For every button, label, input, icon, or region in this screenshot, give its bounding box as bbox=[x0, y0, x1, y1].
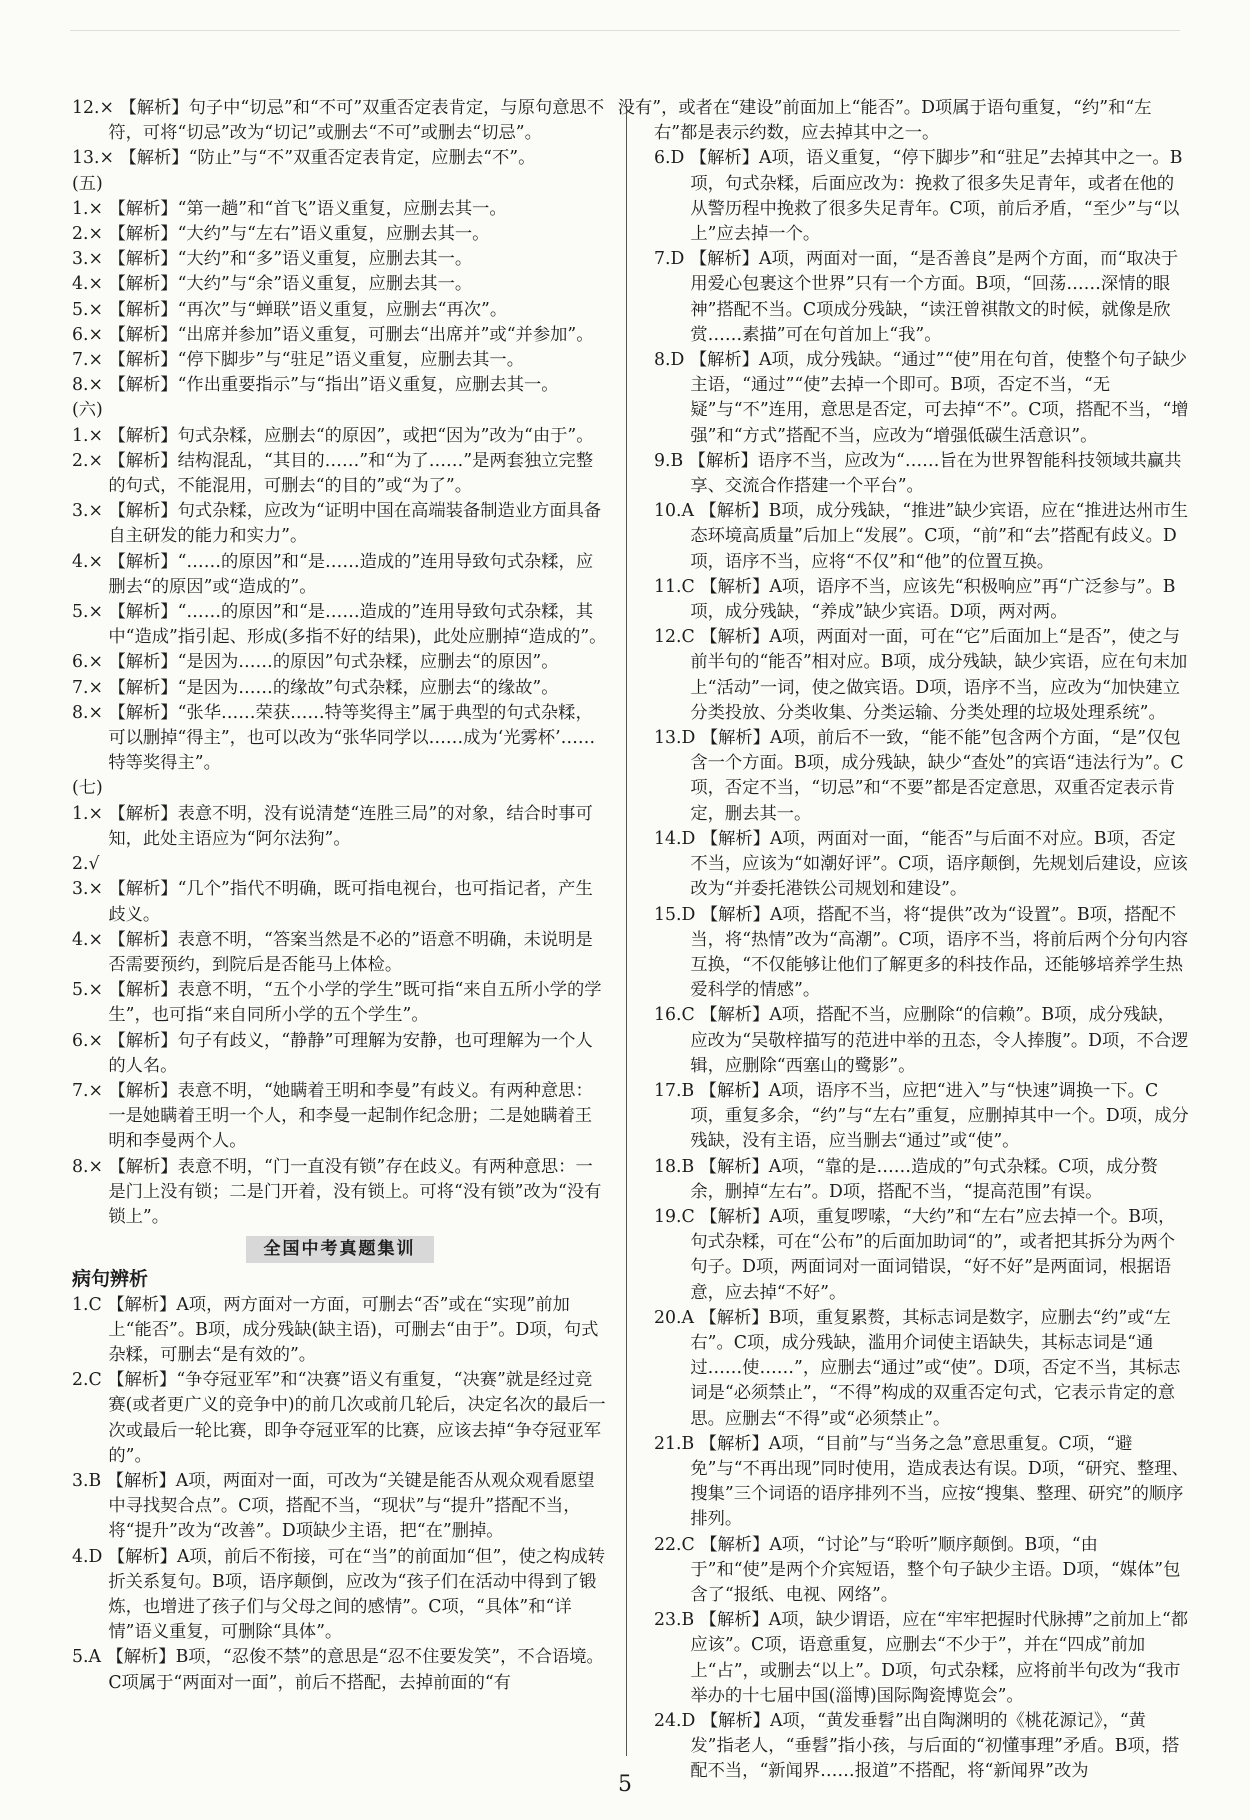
answer-item: 5.× 【解析】“再次”与“蝉联”语义重复，应删去“再次”。 bbox=[72, 299, 508, 320]
answer-item: 2.√ bbox=[72, 854, 100, 875]
answer-item: 22.C 【解析】A项，“讨论”与“聆听”顺序颠倒。B项，“由于”和“使”是两个介宾短语，整个句子缺少主语。D项，“媒体”包含了“报纸、电视、网络”。 bbox=[654, 1534, 1181, 1605]
answer-item: 23.B 【解析】A项，缺少谓语，应在“牢牢把握时代脉搏”之前加上“都应该”。C项，语意重复，应删去“不少于”，并在“四成”前加上“占”，或删去“以上”。D项，句式杂糅，应将前半句改为“我市举办的十七届中国(淄博)国际陶瓷博览会”。 bbox=[654, 1610, 1188, 1706]
answer-item: 2.× 【解析】结构混乱，“其目的……”和“为了……”是两套独立完整的句式，不能混用，可删去“的目的”或“为了”。 bbox=[72, 450, 594, 497]
answer-item: 6.D 【解析】A项，语义重复，“停下脚步”和“驻足”去掉其中之一。B项，句式杂糅，后面应改为：挽救了很多失足青年，或者在他的从警历程中挽救了很多失足青年。C项，前后矛盾，“至少”与“以上”应去掉一个。 bbox=[654, 148, 1183, 245]
answer-item: 12.× 【解析】句子中“切忌”和“不可”双重否定表肯定，与原句意思不符，可将“切忌”改为“切记”或删去“不可”或删去“切忌”。 bbox=[72, 98, 605, 144]
section-banner bbox=[72, 1236, 607, 1263]
answer-item: 7.× 【解析】表意不明，“她瞒着王明和李曼”有歧义。有两种意思：一是她瞒着王明一个人，和李曼一起制作纪念册；二是她瞒着王明和李曼两个人。 bbox=[72, 1080, 593, 1152]
answer-item: 5.A 【解析】B项，“忍俊不禁”的意思是“忍不住要发笑”，不合语境。C项属于“两面对一面”，前后不搭配，去掉前面的“有 bbox=[72, 1647, 604, 1693]
answer-item: 1.C 【解析】A项，两方面对一方面，可删去“否”或在“实现”前加上“能否”。B项，成分残缺(缺主语)，可删去“由于”。D项，句式杂糅，可删去“是有效的”。 bbox=[72, 1294, 599, 1365]
page-number: 5 bbox=[618, 1772, 632, 1797]
answer-item: 1.× 【解析】表意不明，没有说清楚“连胜三局”的对象，结合时事可知，此处主语应为“阿尔法狗”。 bbox=[72, 803, 593, 849]
answer-item: 6.× 【解析】“是因为……的原因”句式杂糅，应删去“的原因”。 bbox=[72, 652, 559, 673]
answer-item: 8.× 【解析】“作出重要指示”与“指出”语义重复，应删去其一。 bbox=[72, 375, 559, 396]
answer-item: 4.D 【解析】A项，前后不衔接，可在“当”的前面加“但”，使之构成转折关系复句。B项，语序颠倒，应改为“孩子们在活动中得到了锻炼，也增进了孩子们与父母之间的感情”。C项，“具体”和“详情”语义重复，可删除“具体”。 bbox=[72, 1546, 605, 1643]
answer-item: 13.× 【解析】“防止”与“不”双重否定表肯定，应删去“不”。 bbox=[72, 148, 536, 169]
answer-item: 4.× 【解析】“大约”与“余”语义重复，应删去其一。 bbox=[72, 274, 473, 295]
column-divider bbox=[626, 104, 627, 1756]
answer-item: 17.B 【解析】A项，语序不当，应把“进入”与“快速”调换一下。C项，重复多余，“约”与“左右”重复，应删掉其中一个。D项，成分残缺，没有主语，应当删去“通过”或“使”。 bbox=[654, 1080, 1189, 1152]
answer-item: 21.B 【解析】A项，“目前”与“当务之急”意思重复。C项，“避免”与“不再出现”同时使用，造成表达有误。D项，“研究、整理、搜集”三个词语的语序排列不当，应按“搜集、整理、研究”的顺序排列。 bbox=[654, 1433, 1189, 1530]
answer-item: 3.× 【解析】“几个”指代不明确，既可指电视台，也可指记者，产生歧义。 bbox=[72, 879, 593, 925]
section-heading: 病句辨析 bbox=[72, 1268, 149, 1291]
section-label: (六) bbox=[72, 400, 103, 421]
answer-item: 20.A 【解析】B项，重复累赘，其标志词是数字，应删去“约”或“左右”。C项，成分残缺，滥用介词使主语缺失，其标志词是“通过……使……”，应删去“通过”或“使”。D项，否定不当，其标志词是“必须禁止”，“不得”构成的双重否定句式，它表示肯定的意思。应删去“不得”或“必须禁止”。 bbox=[654, 1307, 1181, 1429]
answer-item: 6.× 【解析】“出席并参加”语义重复，可删去“出席并”或“并参加”。 bbox=[72, 324, 594, 345]
answer-item: 1.× 【解析】句式杂糅，应删去“的原因”，或把“因为”改为“由于”。 bbox=[72, 425, 594, 446]
answer-item: 18.B 【解析】A项，“靠的是……造成的”句式杂糅。C项，成分赘余，删掉“左右”。D项，搭配不当，“提高范围”有误。 bbox=[654, 1156, 1158, 1202]
answer-item: 8.D 【解析】A项，成分残缺。“通过”“使”用在句首，使整个句子缺少主语，“通过”“使”去掉一个即可。B项，否定不当，“无疑”与“不”连用，意思是否定，可去掉“不”。C项，搭配不当，“增强”和“方式”搭配不当，应改为“增强低碳生活意识”。 bbox=[654, 350, 1189, 446]
answer-item: 3.B 【解析】A项，两面对一面，可改为“关键是能否从观众观看愿望中寻找契合点”。C项，搭配不当，“现状”与“提升”搭配不当，将“提升”改为“改善”。D项缺少主语，把“在”删掉。 bbox=[72, 1470, 595, 1542]
answer-item: 1.× 【解析】“第一趟”和“首飞”语义重复，应删去其一。 bbox=[72, 198, 507, 219]
answer-item: 11.C 【解析】A项，语序不当，应该先“积极响应”再“广泛参与”。B项，成分残缺，“养成”缺少宾语。D项，两对两。 bbox=[654, 576, 1176, 623]
answer-item: 3.× 【解析】“大约”和“多”语义重复，应删去其一。 bbox=[72, 249, 473, 270]
answer-item: 7.D 【解析】A项，两面对一面，“是否善良”是两个方面，而“取决于用爱心包裹这个世界”只有一个方面。B项，“回荡……深情的眼神”搭配不当。C项成分残缺，“读汪曾祺散文的时候，就像是欣赏……素描”可在句首加上“我”。 bbox=[654, 249, 1179, 345]
answer-item: 15.D 【解析】A项，搭配不当，将“提供”改为“设置”。B项，搭配不当，将“热情”改为“高潮”。C项，语序不当，将前后两个分句内容互换，“不仅能够让他们了解更多的科技作品，还能够培养学生热爱科学的情感”。 bbox=[654, 904, 1189, 1001]
answer-item: 19.C 【解析】A项，重复啰嗦，“大约”和“左右”应去掉一个。B项，句式杂糅，可在“公布”的后面加助词“的”，或者把其拆分为两个句子。D项，两面词对一面词错误，“好不好”是两面词，根据语意，应去掉“不好”。 bbox=[654, 1206, 1176, 1303]
answer-item: 8.× 【解析】表意不明，“门一直没有锁”存在歧义。有两种意思：一是门上没有锁；二是门开着，没有锁上。可将“没有锁”改为“没有锁上”。 bbox=[72, 1156, 602, 1227]
answer-item: 3.× 【解析】句式杂糅，应改为“证明中国在高端装备制造业方面具备自主研发的能力和实力”。 bbox=[72, 501, 602, 547]
section-label: (七) bbox=[72, 778, 103, 799]
left-column bbox=[72, 96, 607, 1756]
answer-item: 14.D 【解析】A项，两面对一面，“能否”与后面不对应。B项，否定不当，应该为“如潮好评”。C项，语序颠倒，先规划后建设，应该改为“并委托港铁公司规划和建设”。 bbox=[654, 828, 1188, 900]
section-label: (五) bbox=[72, 173, 103, 194]
answer-item: 4.× 【解析】表意不明，“答案当然是不必的”语意不明确，未说明是否需要预约，到院后是否能马上体检。 bbox=[72, 929, 593, 975]
answer-item: 9.B 【解析】语序不当，应改为“……旨在为世界智能科技领域共赢共享、交流合作搭建一个平台”。 bbox=[654, 450, 1182, 497]
answer-item: 16.C 【解析】A项，搭配不当，应删除“的信赖”。B项，成分残缺，应改为“吴敬梓描写的范进中举的丑态，令人捧腹”。D项，不合逻辑，应删除“西塞山的鹭影”。 bbox=[654, 1005, 1189, 1076]
section-banner-label: 全国中考真题集训 bbox=[246, 1236, 434, 1263]
top-border bbox=[70, 30, 1180, 31]
answer-item: 2.× 【解析】“大约”与“左右”语义重复，应删去其一。 bbox=[72, 224, 490, 245]
answer-item: 24.D 【解析】A项，“黄发垂髫”出自陶渊明的《桃花源记》，“黄发”指老人，“垂髫”指小孩，与后面的“初懂事理”矛盾。B项，搭配不当，“新闻界……报道”不搭配，将“新闻界”改为 bbox=[654, 1711, 1180, 1782]
answer-item: 13.D 【解析】A项，前后不一致，“能不能”包含两个方面，“是”仅包含一个方面。B项，成分残缺，缺少“查处”的宾语“违法行为”。C项，否定不当，“切忌”和“不要”都是否定意思，双重否定表示肯定，删去其一。 bbox=[654, 728, 1184, 824]
answer-item: 7.× 【解析】“是因为……的缘故”句式杂糅，应删去“的缘故”。 bbox=[72, 677, 559, 698]
answer-item: 4.× 【解析】“……的原因”和“是……造成的”连用导致句式杂糅，应删去“的原因”或“造成的”。 bbox=[72, 551, 594, 597]
answer-item: 10.A 【解析】B项，成分残缺，“推进”缺少宾语，应在“推进达州市生态环境高质量”后加上“发展”。C项，“前”和“去”搭配有歧义。D项，语序不当，应将“不仅”和“他”的位置互换。 bbox=[654, 501, 1188, 572]
answer-item: 没有”，或者在“建设”前面加上“能否”。D项属于语句重复，“约”和“左右”都是表示约数，应去掉其中之一。 bbox=[617, 98, 1152, 144]
right-column bbox=[617, 96, 1189, 1782]
answer-item: 6.× 【解析】句子有歧义，“静静”可理解为安静，也可理解为一个人的人名。 bbox=[72, 1030, 593, 1076]
answer-item: 5.× 【解析】“……的原因”和“是……造成的”连用导致句式杂糅，其中“造成”指引起、形成(多指不好的结果)，此处应删掉“造成的”。 bbox=[72, 602, 607, 648]
answer-item: 12.C 【解析】A项，两面对一面，可在“它”后面加上“是否”，使之与前半句的“能否”相对应。B项，成分残缺，缺少宾语，应在句末加上“活动”一词，使之做宾语。D项，语序不当，应改为“加快建立分类投放、分类收集、分类运输、分类处理的垃圾处理系统”。 bbox=[654, 627, 1188, 723]
answer-item: 7.× 【解析】“停下脚步”与“驻足”语义重复，应删去其一。 bbox=[72, 350, 524, 371]
answer-item: 2.C 【解析】“争夺冠亚军”和“决赛”语义有重复，“决赛”就是经过竞赛(或者更广义的竞争中)的前几次或前几轮后，决定名次的最后一次或最后一轮比赛，即争夺冠亚军的比赛，应该去掉“争夺冠亚军的”。 bbox=[72, 1370, 606, 1466]
answer-item: 5.× 【解析】表意不明，“五个小学的学生”既可指“来自五所小学的学生”，也可指“来自同所小学的五个学生”。 bbox=[72, 980, 602, 1026]
answer-item: 8.× 【解析】“张华……荣获……特等奖得主”属于典型的句式杂糅，可以删掉“得主”，也可以改为“张华同学以……成为‘光雾杯’……特等奖得主”。 bbox=[72, 702, 596, 774]
